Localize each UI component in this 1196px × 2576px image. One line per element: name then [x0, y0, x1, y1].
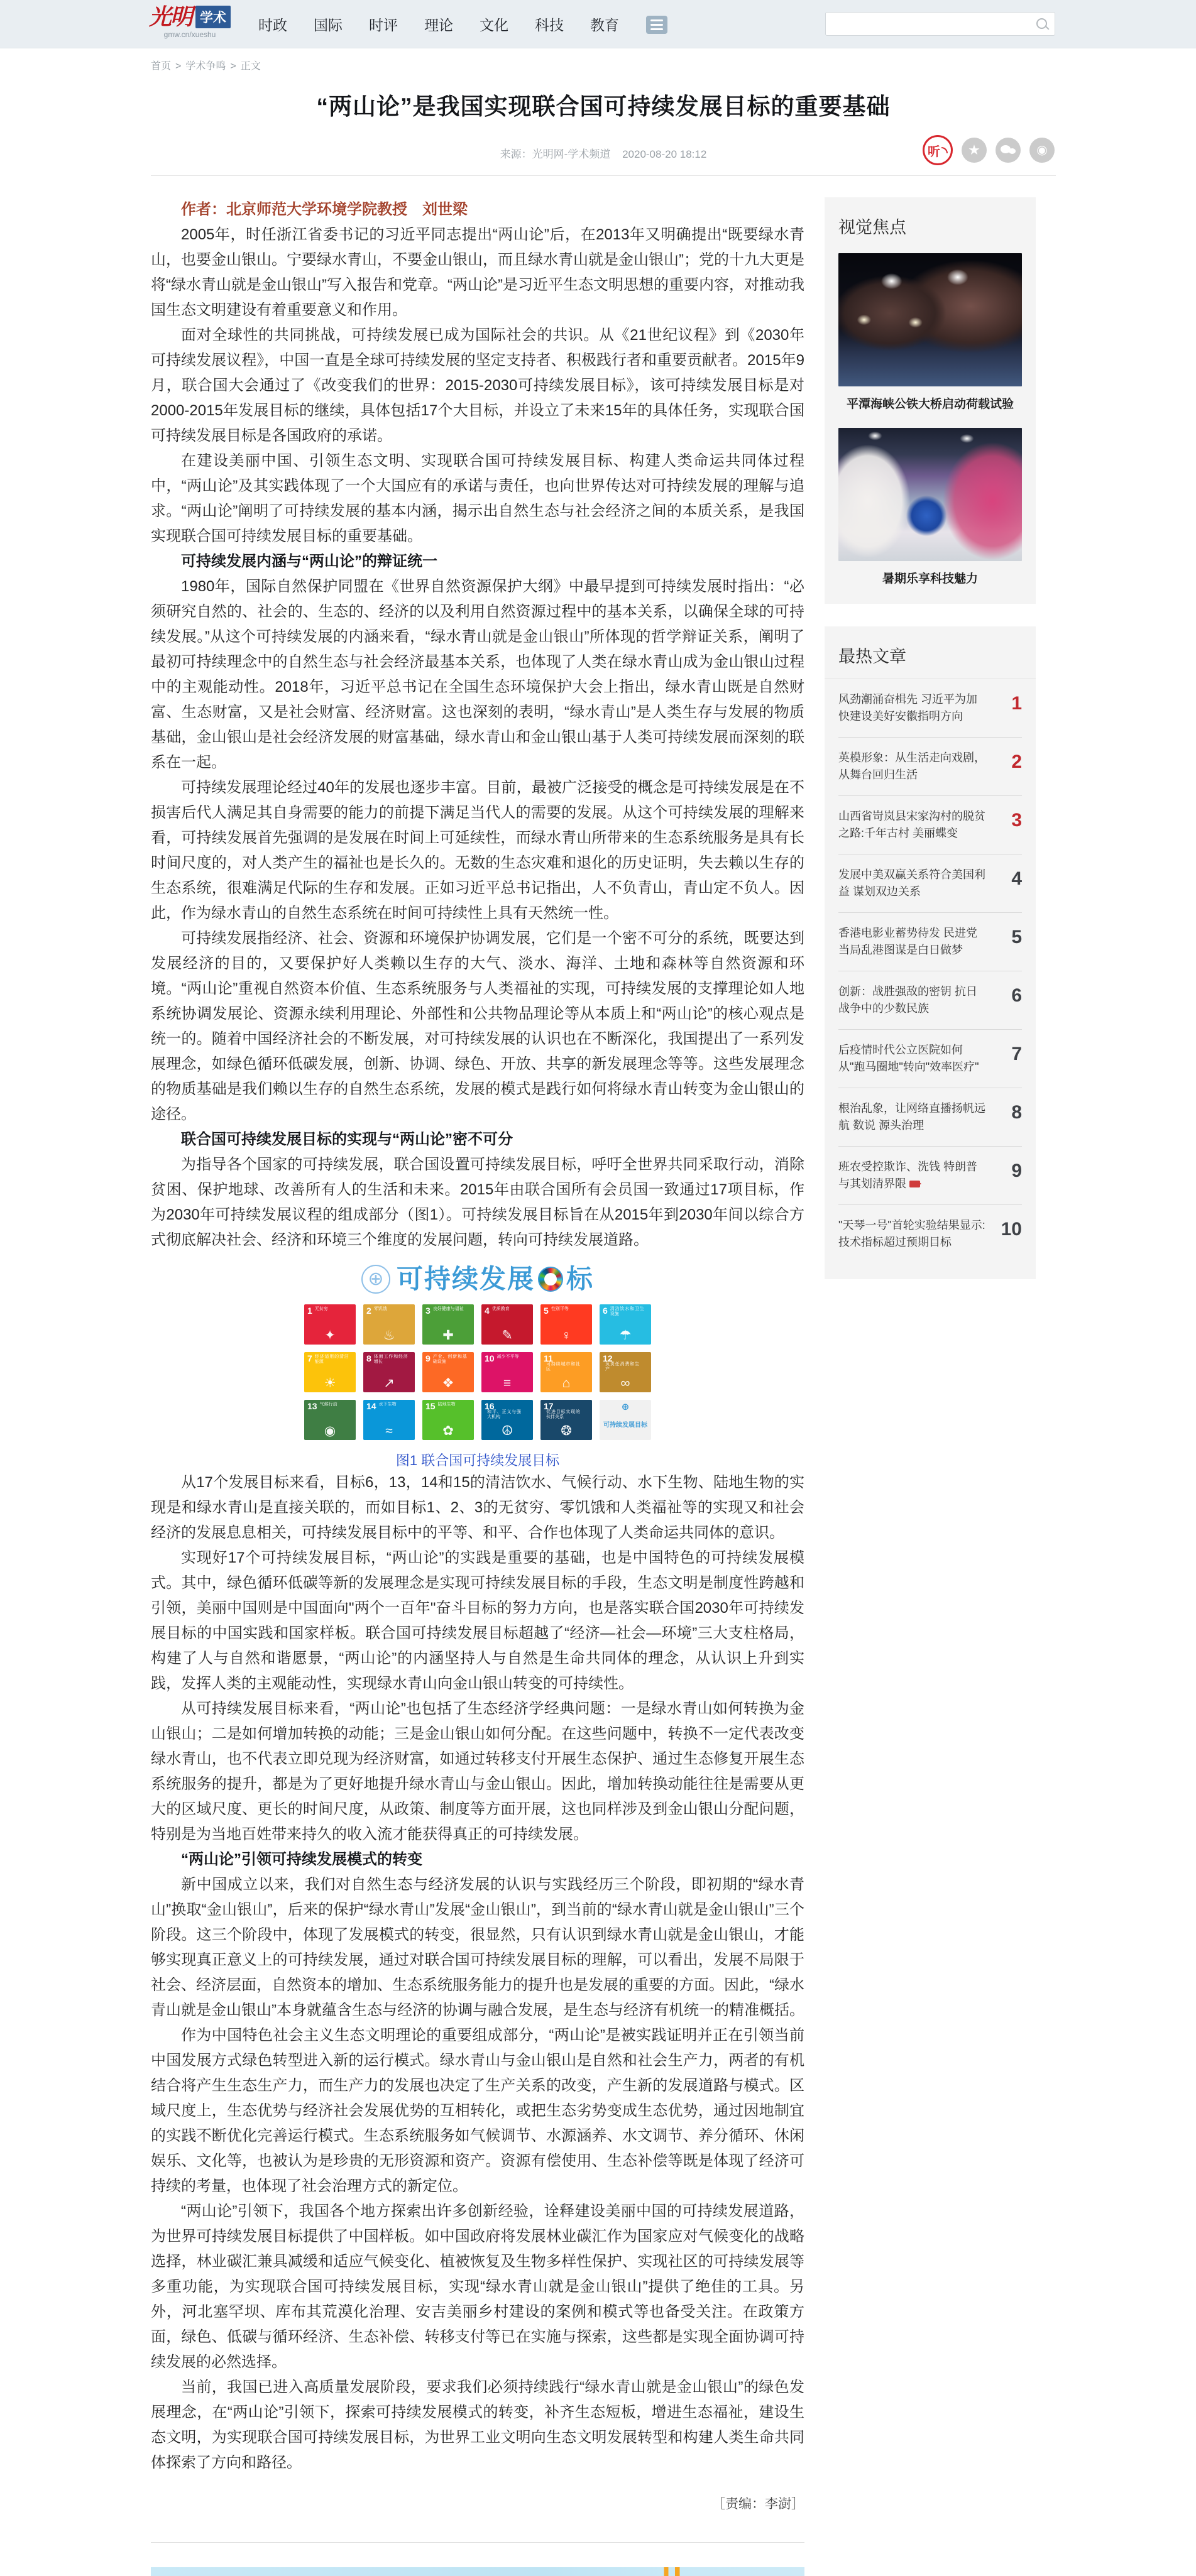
hot-article-item[interactable]: 根治乱象，让网络直播扬帆远航 数说 源头治理 8	[838, 1088, 1022, 1147]
sdg-tile-2: 2 零饥饿 ♨	[363, 1304, 415, 1345]
rank-badge: 5	[1011, 927, 1022, 947]
listen-audio-icon[interactable]: 听	[923, 135, 953, 165]
sdg-wheel-icon	[538, 1267, 563, 1292]
sdg-tile-9: 9 产业、创新和基础设施 ❖	[422, 1352, 474, 1392]
search-input[interactable]	[826, 13, 1040, 34]
sdg-tile-8: 8 体面工作和经济增长 ↗	[363, 1352, 415, 1392]
photo-caption[interactable]: 暑期乐享科技魅力	[882, 572, 978, 586]
breadcrumb-section[interactable]: 学术争鸣	[185, 61, 226, 72]
hot-articles-title: 最热文章	[838, 647, 906, 666]
article-body	[151, 176, 804, 2517]
rank-badge: 4	[1011, 868, 1022, 889]
sdg-tile-5: 5 性别平等 ♀	[540, 1304, 592, 1345]
hot-article-item[interactable]: 创新：战胜强敌的密钥 抗日战争中的少数民族 6	[838, 971, 1022, 1030]
sdg-pictogram-icon: ♨	[383, 1328, 395, 1343]
article-author: 作者：北京师范大学环境学院教授 刘世梁	[181, 201, 468, 218]
article-paragraph: 为指导各个国家的可持续发展，联合国设置可持续发展目标，呼吁全世界共同采取行动，消除贫困、保护地球、改善所有人的生活和未来。2015年由联合国所有会员国一致通过17项目标，作为2030年可持续发展议程的组成部分（图1）。可持续发展目标旨在从2015年到2030年间以综合方式彻底解决社会、经济和环境三个维度的发展问题，转向可持续发展道路。	[151, 1156, 804, 1248]
sidebar	[825, 176, 1036, 1279]
sdg-figure	[303, 1264, 652, 1440]
sdg-figure-title: 可持续发展 标	[396, 1264, 595, 1294]
hot-article-item[interactable]: 风劲潮涌奋楫先 习近平为加快建设美好安徽指明方向 1	[838, 679, 1022, 738]
train-photo[interactable]	[838, 253, 1022, 386]
un-emblem-icon	[361, 1265, 390, 1294]
nav-item-lilun[interactable]: 理论	[424, 16, 453, 33]
hot-article-item[interactable]: 发展中美双赢关系符合美国利益 谋划双边关系 4	[838, 854, 1022, 913]
sdg-pictogram-icon: ☮	[501, 1424, 513, 1438]
sdg-tile-15: 15 陆地生物 ✿	[422, 1400, 474, 1440]
sdg-tile-14: 14 水下生物 ≈	[363, 1400, 415, 1440]
editor-credit: ［责编：李澍］	[712, 2497, 804, 2511]
article-title: “两山论”是我国实现联合国可持续发展目标的重要基础	[316, 94, 891, 119]
sdg-tile-1: 1 无贫穷 ✦	[304, 1304, 356, 1345]
sdg-tile-11: 11 可持续城市和社区 ⌂	[540, 1352, 592, 1392]
article-paragraph: 可持续发展指经济、社会、资源和环境保护协调发展，它们是一个密不可分的系统，既要达到发展经济的目的，又要保护好人类赖以生存的大气、淡水、海洋、土地和森林等自然资源和环境。“两山论”重视自然资本价值、生态系统服务与人类福祉的实现，可持续发展的支撑理论如人地系统协调发展论、资源永续利用理论、外部性和公共物品理论等从本质上和“两山论”的核心观点是统一的。随着中国经济社会的不断发展，对可持续发展的认识也在不断深化，我国提出了一系列发展理念，如绿色循环低碳发展，创新、协调、绿色、开放、共享的新发展理念等等。这些发展理念的物质基础是我们赖以生存的自然生态系统，发展的模式是践行如何将绿水青山转变为金山银山的途径。	[151, 930, 804, 1123]
footer-banner-edge	[151, 2567, 804, 2576]
rank-badge: 2	[1011, 751, 1022, 772]
site-logo[interactable]	[149, 5, 231, 39]
nav-item-shiping[interactable]: 时评	[369, 16, 398, 33]
hot-article-item[interactable]: 香港电影业蓄势待发 民进党当局乱港图谋是白日做梦 5	[838, 913, 1022, 971]
article-paragraph: 当前，我国已进入高质量发展阶段，要求我们必须持续践行“绿水青山就是金山银山”的绿色发展理念，在“两山论”引领下，探索可持续发展模式的转变，补齐生态短板，增进生态福祉，建设生态文明，为实现联合国可持续发展目标，为世界工业文明向生态文明发展转型和构建人类生命共同体探索了方向和路径。	[151, 2379, 804, 2471]
section-heading: 可持续发展内涵与“两山论”的辩证统一	[181, 553, 437, 570]
article-paragraph: 从可持续发展目标来看，“两山论”也包括了生态经济学经典问题：一是绿水青山如何转换为金山银山；二是如何增加转换的动能；三是金山银山如何分配。在这些问题中，转换不一定代表改变绿水青山，也不代表立即兑现为经济财富，如通过转移支付开展生态保护、通过生态修复开展生态系统服务的提升，都是为了更好地提升绿水青山与金山银山。因此，增加转换动能往往是需要从更大的区域尺度、更长的时间尺度，从政策、制度等方面开展，这也同样涉及到金山银山分配问题，特别是为当地百姓带来持久的收入流才能获得真正的可持续发展。	[151, 1700, 804, 1843]
hot-article-item[interactable]: "天琴一号"首轮实验结果显示:技术指标超过预期目标 10	[838, 1219, 1022, 1248]
breadcrumb-home[interactable]: 首页	[151, 61, 172, 72]
article-datetime: 2020-08-20 18:12	[622, 148, 707, 160]
sdg-pictogram-icon: ↗	[383, 1376, 395, 1390]
hot-article-item[interactable]: 山西省岢岚县宋家沟村的脱贫之路:千年古村 美丽蝶变 3	[838, 796, 1022, 854]
logo-xueshu-badge: 学术	[195, 6, 231, 28]
hot-article-item[interactable]: 班农受控欺诈、洗钱 特朗普与其划清界限 9	[838, 1147, 1022, 1205]
breadcrumb-separator: >	[230, 61, 236, 72]
visual-focus-title: 视觉焦点	[838, 218, 906, 237]
article-paragraph: 可持续发展理论经过40年的发展也逐步丰富。目前，最被广泛接受的概念是可持续发展是在不损害后代人满足其自身需要的能力的前提下满足当代人的需要的发展。从这个可持续发展的理解来看，可持续发展首先强调的是发展在时间上可延续性，而绿水青山所带来的生态系统服务是具有长时间尺度的，对人类产生的福祉也是长久的。无数的生态灾难和退化的历史证明，失去赖以生存的生态系统，很难满足代际的生存和发展。正如习近平总书记指出，人不负青山，青山定不负人。因此，作为绿水青山的自然生态系统在时间可持续性上具有天然统一性。	[151, 779, 804, 922]
menu-icon[interactable]	[646, 16, 667, 34]
rank-badge: 1	[1011, 693, 1022, 714]
visual-focus-item[interactable]	[838, 253, 1022, 413]
article-source: 来源：光明网-学术频道	[500, 148, 611, 160]
sdg-pictogram-icon: ⌂	[562, 1376, 571, 1390]
nav-item-jiaoyu[interactable]: 教育	[590, 16, 619, 33]
logo-guangming: 光明	[149, 4, 192, 30]
nav-item-shizheng[interactable]: 时政	[258, 16, 287, 33]
nav-item-guoji[interactable]: 国际	[314, 16, 343, 33]
hot-articles-box	[825, 626, 1036, 1279]
breadcrumb	[151, 58, 1056, 72]
rank-badge: 9	[1011, 1160, 1022, 1181]
kids-science-photo[interactable]	[838, 428, 1022, 561]
footer-divider	[151, 2542, 804, 2543]
sdg-pictogram-icon: ≡	[503, 1376, 512, 1390]
main-nav	[258, 0, 619, 48]
share-weibo-icon[interactable]	[1029, 138, 1055, 163]
sdg-tile-3: 3 良好健康与福祉 ✚	[422, 1304, 474, 1345]
share-qzone-icon[interactable]	[962, 138, 987, 163]
video-icon	[909, 1181, 920, 1187]
photo-caption[interactable]: 平潭海峡公铁大桥启动荷载试验	[846, 398, 1014, 411]
main-content	[151, 48, 1056, 2517]
rank-badge: 6	[1011, 985, 1022, 1006]
visual-focus-item[interactable]	[838, 428, 1022, 587]
sdg-pictogram-icon: ✿	[442, 1424, 454, 1438]
sdg-pictogram-icon: ✚	[442, 1328, 454, 1343]
section-heading: “两山论”引领可持续发展模式的转变	[181, 1851, 422, 1868]
sdg-tile-10: 10 减少不平等 ≡	[481, 1352, 533, 1392]
sdg-tile-4: 4 优质教育 ✎	[481, 1304, 533, 1345]
sdg-pictogram-icon: ∞	[620, 1376, 630, 1390]
site-header	[0, 0, 1196, 48]
rank-badge: 3	[1011, 810, 1022, 831]
visual-focus-box	[825, 197, 1036, 604]
rank-badge: 7	[1011, 1044, 1022, 1064]
section-heading: 联合国可持续发展目标的实现与“两山论”密不可分	[181, 1131, 513, 1148]
breadcrumb-separator: >	[175, 61, 182, 72]
search-box	[825, 12, 1055, 36]
article-meta	[151, 133, 1056, 170]
sdg-tile-13: 13 气候行动 ◉	[304, 1400, 356, 1440]
sdg-pictogram-icon: ☀	[324, 1376, 336, 1390]
sdg-tile-16: 16 和平、正义与强大机构 ☮	[481, 1400, 533, 1440]
sdg-pictogram-icon: ☂	[619, 1328, 632, 1343]
sdg-tile-6: 6 清洁饮水和卫生设施 ☂	[600, 1304, 651, 1345]
breadcrumb-current: 正文	[240, 61, 261, 72]
sdg-tile-7: 7 经济适用的清洁能源 ☀	[304, 1352, 356, 1392]
un-emblem-icon: ⊕	[621, 1401, 630, 1412]
article-paragraph: 1980年，国际自然保护同盟在《世界自然资源保护大纲》中最早提到可持续发展时指出：“必须研究自然的、社会的、生态的、经济的以及利用自然资源过程中的基本关系，以确保全球的可持续发展。”从这个可持续发展的内涵来看，“绿水青山就是金山银山”所体现的哲学辩证关系，阐明了最初可持续理念中的自然生态与社会经济最基本关系，也体现了人类在绿水青山成为金山银山过程中的主观能动性。2018年，习近平总书记在全国生态环境保护大会上指出，绿水青山既是自然财富、生态财富，又是社会财富、经济财富。这也深刻的表明，“绿水青山”是人类生存与发展的物质基础，金山银山是社会经济发展的财富基础，绿水青山和金山银山基于人类可持续发展而深刻的联系在一起。	[151, 578, 804, 771]
sdg-pictogram-icon: ≈	[385, 1424, 393, 1438]
article-paragraph: 作为中国特色社会主义生态文明理论的重要组成部分，“两山论”是被实践证明并正在引领当前中国发展方式绿色转型进入新的运行模式。绿水青山与金山银山是自然和社会生产力，两者的有机结合将产生生态生产力，而生产力的发展也决定了生产关系的改变，产生新的发展道路与模式。区域尺度上，生态优势与经济社会发展优势的互相转化，或把生态劣势变成生态优势，通过因地制宜的实践不断优化完善运行模式。生态系统服务如气候调节、水源涵养、水文调节、养分循环、休闲娱乐、文化等，也被认为是珍贵的无形资源和资产。资源有偿使用、生态补偿等既是体现了经济可持续的考量，也体现了社会治理方式的新定位。	[151, 2027, 804, 2195]
search-icon[interactable]	[1036, 18, 1047, 29]
sdg-pictogram-icon: ◉	[324, 1424, 336, 1438]
sdg-pictogram-icon: ✦	[324, 1328, 336, 1343]
hot-article-item[interactable]: 后疫情时代公立医院如何从"跑马圈地"转向"效率医疗" 7	[838, 1030, 1022, 1088]
sdg-pictogram-icon: ❂	[561, 1424, 572, 1438]
sdg-logo-tile: ⊕ 可持续发展目标	[600, 1400, 651, 1440]
rank-badge: 8	[1011, 1102, 1022, 1123]
article-paragraph: 2005年，时任浙江省委书记的习近平同志提出“两山论”后，在2013年又明确提出“既要绿水青山，也要金山银山。宁要绿水青山，不要金山银山，而且绿水青山就是金山银山”；党的十九大更是将“绿水青山就是金山银山”写入报告和党章。“两山论”是习近平生态文明思想的重要内容，对推动我国生态文明建设有着重要意义和作用。	[151, 226, 804, 319]
article-paragraph: 从17个发展目标来看，目标6，13，14和15的清洁饮水、气候行动、水下生物、陆地生物的实现是和绿水青山是直接关联的，而如目标1、2、3的无贫穷、零饥饿和人类福祉等的实现又和社会经济的发展息息相关，可持续发展目标中的平等、和平、合作也体现了人类命运共同体的意识。	[151, 1474, 804, 1541]
rank-badge: 10	[1001, 1219, 1022, 1240]
article-paragraph: 在建设美丽中国、引领生态文明、实现联合国可持续发展目标、构建人类命运共同体过程中，“两山论”及其实践体现了一个大国应有的承诺与责任，也向世界传达对可持续发展的理解与追求。“两山论”阐明了可持续发展的基本内涵，揭示出自然生态与社会经济之间的本质关系，是我国实现联合国可持续发展目标的重要基础。	[151, 452, 804, 545]
sdg-pictogram-icon: ❖	[442, 1376, 454, 1390]
sdg-grid	[303, 1304, 652, 1440]
logo-domain: gmw.cn/xueshu	[163, 30, 216, 39]
sdg-tile-17: 17 促进目标实现的伙伴关系 ❂	[540, 1400, 592, 1440]
article-paragraph: “两山论”引领下，我国各个地方探索出许多创新经验，诠释建设美丽中国的可持续发展道路，为世界可持续发展目标提供了中国样板。如中国政府将发展林业碳汇作为国家应对气候变化的战略选择，林业碳汇兼具减缓和适应气候变化、植被恢复及生物多样性保护、实现社区的可持续发展等多重功能，为实现联合国可持续发展目标，实现“绿水青山就是金山银山”提供了绝佳的工具。另外，河北塞罕坝、库布其荒漠化治理、安吉美丽乡村建设的案例和模式等也备受关注。在政策方面，绿色、低碳与循环经济、生态补偿、转移支付等已在实施与探索，这些都是实现全面协调可持续发展的必然选择。	[151, 2203, 804, 2371]
article-paragraph: 实现好17个可持续发展目标，“两山论”的实践是重要的基础，也是中国特色的可持续发展模式。其中，绿色循环低碳等新的发展理念是实现可持续发展目标的手段，生态文明是制度性跨越和引领，美丽中国则是中国面向"两个一百年"奋斗目标的努力方向，也是落实联合国2030年可持续发展目标的中国实践和国家样板。联合国可持续发展目标超越了“经济—社会—环境”三大支柱格局，构建了人与自然和谐愿景，“两山论”的内涵坚持人与自然是生命共同体的理念，从认识上升到实践，发挥人类的主观能动性，实现绿水青山向金山银山转变的可持续性。	[151, 1549, 804, 1692]
nav-item-wenhua[interactable]: 文化	[480, 16, 508, 33]
hot-articles-list	[838, 679, 1022, 1263]
nav-item-keji[interactable]: 科技	[535, 16, 564, 33]
sdg-tile-12: 12 负责任消费和生产 ∞	[600, 1352, 651, 1392]
share-wechat-icon[interactable]	[996, 138, 1021, 163]
article-paragraph: 面对全球性的共同挑战，可持续发展已成为国际社会的共识。从《21世纪议程》到《2030年可持续发展议程》，中国一直是全球可持续发展的坚定支持者、积极践行者和重要贡献者。2015年9月，联合国大会通过了《改变我们的世界：2015-2030可持续发展目标》，该可持续发展目标是对2000-2015年发展目标的继续，具体包括17个大目标，并设立了未来15年的具体任务，实现联合国可持续发展目标是各国政府的承诺。	[151, 327, 804, 444]
article-paragraph: 新中国成立以来，我们对自然生态与经济发展的认识与实践经历三个阶段，即初期的“绿水青山”换取“金山银山”，后来的保护“绿水青山”发展“金山银山”，到当前的“绿水青山就是金山银山”三个阶段。这三个阶段中，体现了发展模式的转变，很显然，只有认识到绿水青山就是金山银山，才能够实现真正意义上的可持续发展，通过对联合国可持续发展目标的理解，可以看出，发展不局限于社会、经济层面，自然资本的增加、生态系统服务能力的提升也是发展的重要的方面。因此，“绿水青山就是金山银山”本身就蕴含生态与经济的协调与融合发展，是生态与经济有机统一的精准概括。	[151, 1876, 804, 2019]
figure-caption[interactable]: 图1 联合国可持续发展目标	[395, 1453, 560, 1468]
sdg-pictogram-icon: ♀	[561, 1328, 571, 1343]
hot-article-item[interactable]: 英模形象：从生活走向戏剧，从舞台回归生活 2	[838, 738, 1022, 796]
sdg-pictogram-icon: ✎	[502, 1328, 513, 1343]
